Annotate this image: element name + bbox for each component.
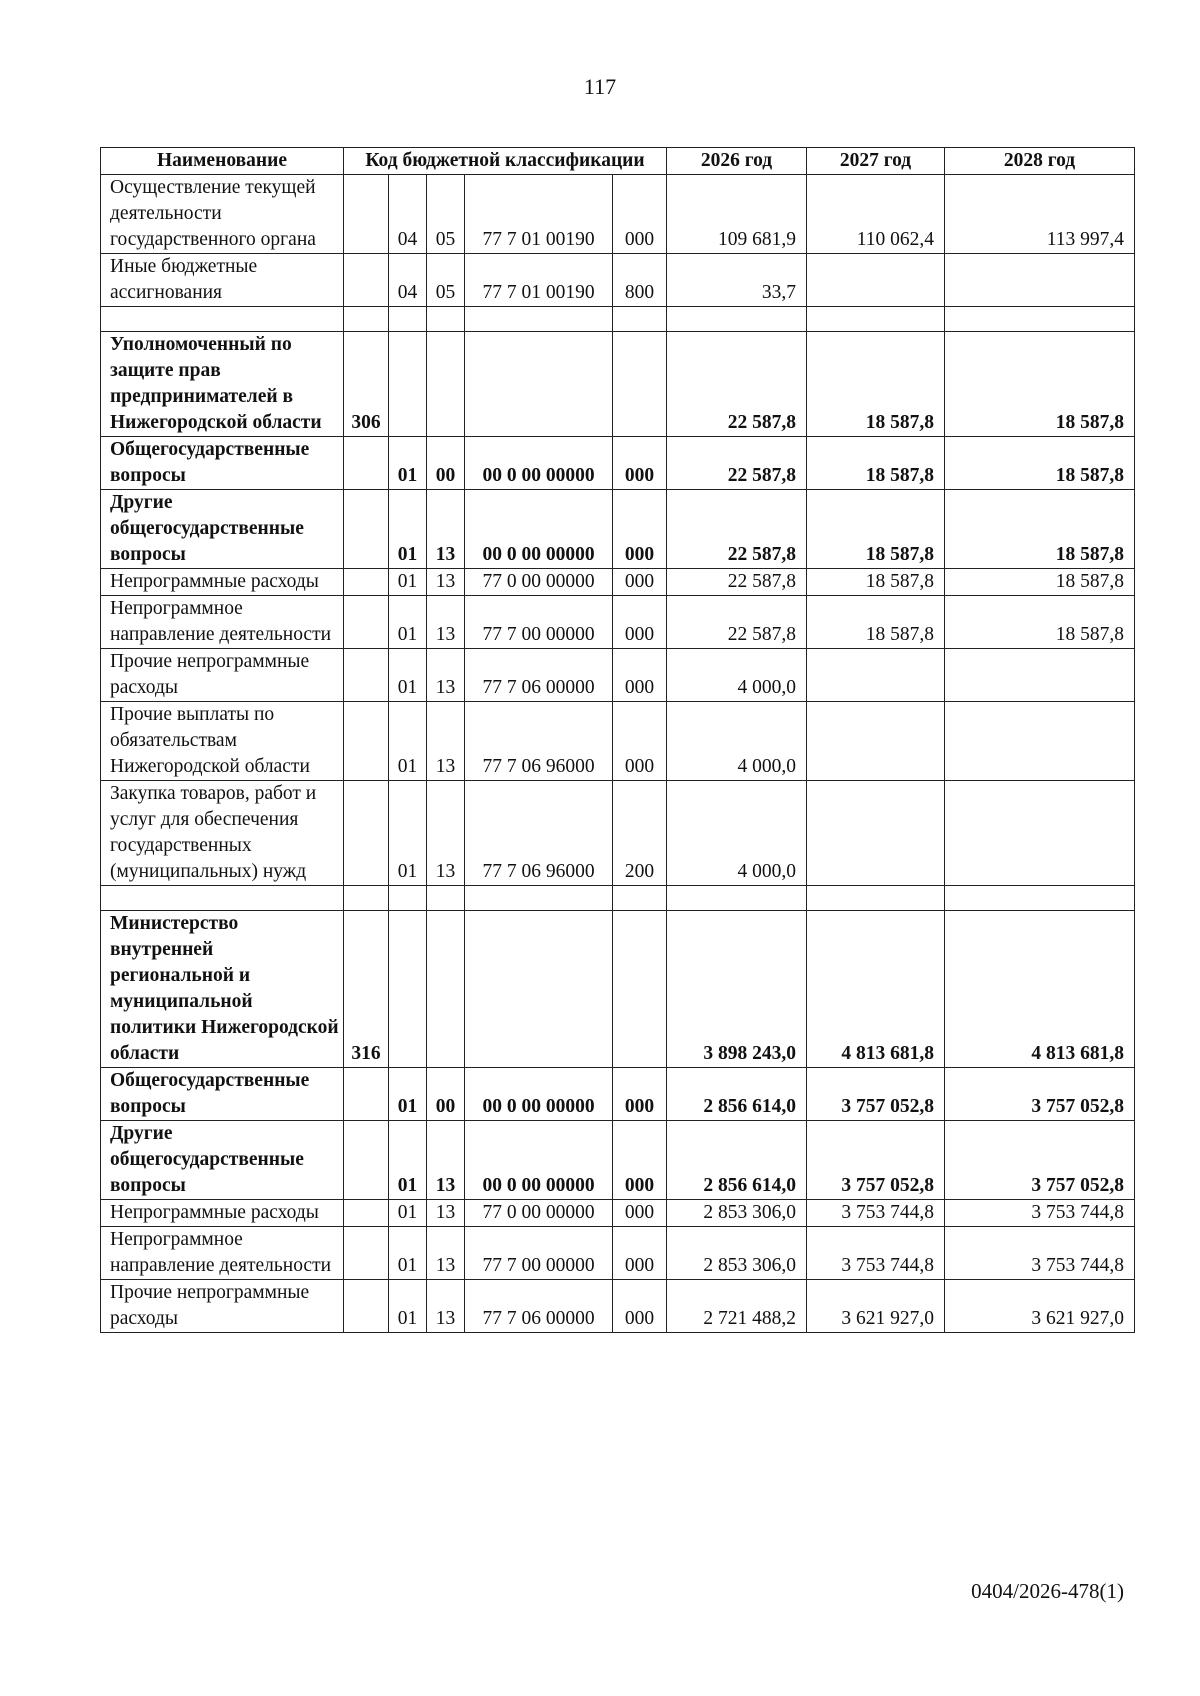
table-row — [101, 911, 1135, 1068]
cell-2028 — [945, 781, 1135, 886]
cell-section: 01 — [389, 596, 427, 649]
cell-2028 — [945, 254, 1135, 307]
header-2027: 2027 год — [807, 148, 945, 175]
cell-2028: 3 753 744,8 — [945, 1227, 1135, 1280]
cell-2027 — [807, 781, 945, 886]
cell-subsection — [427, 886, 465, 911]
cell-admin-code — [344, 1121, 389, 1200]
cell-subsection: 05 — [427, 254, 465, 307]
cell-admin-code — [344, 781, 389, 886]
cell-admin-code — [344, 307, 389, 332]
table-row — [101, 332, 1135, 437]
table-row — [101, 1227, 1135, 1280]
cell-section — [389, 307, 427, 332]
cell-admin-code — [344, 1068, 389, 1121]
table-row — [101, 781, 1135, 886]
cell-target-article: 77 7 01 00190 — [465, 175, 613, 254]
cell-subsection: 13 — [427, 596, 465, 649]
cell-name: Другие общегосударственные вопросы — [101, 490, 344, 569]
table-row — [101, 490, 1135, 569]
cell-name — [101, 307, 344, 332]
cell-admin-code — [344, 702, 389, 781]
cell-name: Прочие непрограммные расходы — [101, 1280, 344, 1333]
cell-target-article: 77 7 06 96000 — [465, 781, 613, 886]
cell-2028 — [945, 702, 1135, 781]
cell-section: 01 — [389, 1068, 427, 1121]
cell-2028: 113 997,4 — [945, 175, 1135, 254]
cell-expense-type — [613, 332, 667, 437]
cell-expense-type: 000 — [613, 596, 667, 649]
cell-target-article — [465, 307, 613, 332]
cell-admin-code — [344, 437, 389, 490]
cell-2026: 33,7 — [667, 254, 807, 307]
cell-target-article: 77 7 06 00000 — [465, 649, 613, 702]
cell-2028 — [945, 886, 1135, 911]
cell-subsection — [427, 332, 465, 437]
cell-admin-code — [344, 175, 389, 254]
cell-section: 01 — [389, 490, 427, 569]
cell-2028 — [945, 649, 1135, 702]
table-row — [101, 569, 1135, 596]
cell-name: Министерство внутренней региональной и муниципальной политики Нижегородской области — [101, 911, 344, 1068]
cell-admin-code — [344, 254, 389, 307]
cell-subsection: 05 — [427, 175, 465, 254]
cell-target-article — [465, 332, 613, 437]
cell-2026: 22 587,8 — [667, 437, 807, 490]
cell-section: 01 — [389, 649, 427, 702]
cell-expense-type: 000 — [613, 490, 667, 569]
table-row — [101, 1200, 1135, 1227]
cell-name: Непрограммное направление деятельности — [101, 1227, 344, 1280]
cell-2028: 3 757 052,8 — [945, 1121, 1135, 1200]
cell-2028: 18 587,8 — [945, 596, 1135, 649]
cell-expense-type: 000 — [613, 1200, 667, 1227]
cell-2026: 2 853 306,0 — [667, 1227, 807, 1280]
cell-expense-type: 000 — [613, 1280, 667, 1333]
cell-2026: 22 587,8 — [667, 332, 807, 437]
table-row — [101, 702, 1135, 781]
table-body — [101, 175, 1135, 1333]
cell-name: Осуществление текущей деятельности государственного органа — [101, 175, 344, 254]
cell-2027 — [807, 649, 945, 702]
table-row — [101, 1121, 1135, 1200]
header-name: Наименование — [101, 148, 344, 175]
cell-target-article: 77 7 06 96000 — [465, 702, 613, 781]
cell-2027: 110 062,4 — [807, 175, 945, 254]
cell-section: 01 — [389, 702, 427, 781]
cell-subsection: 13 — [427, 649, 465, 702]
cell-2026: 2 721 488,2 — [667, 1280, 807, 1333]
cell-2026 — [667, 886, 807, 911]
cell-2028: 3 757 052,8 — [945, 1068, 1135, 1121]
cell-expense-type — [613, 911, 667, 1068]
table-spacer-row — [101, 307, 1135, 332]
cell-section: 04 — [389, 254, 427, 307]
cell-2028: 3 753 744,8 — [945, 1200, 1135, 1227]
cell-expense-type — [613, 886, 667, 911]
cell-subsection: 13 — [427, 490, 465, 569]
table-row — [101, 649, 1135, 702]
cell-2026: 2 856 614,0 — [667, 1121, 807, 1200]
table-row — [101, 254, 1135, 307]
cell-2027: 18 587,8 — [807, 490, 945, 569]
table-row — [101, 596, 1135, 649]
cell-section: 01 — [389, 1200, 427, 1227]
cell-2027 — [807, 702, 945, 781]
cell-2026: 4 000,0 — [667, 781, 807, 886]
cell-section: 01 — [389, 569, 427, 596]
table-header-row — [101, 148, 1135, 175]
cell-target-article: 00 0 00 00000 — [465, 1068, 613, 1121]
cell-2028: 18 587,8 — [945, 332, 1135, 437]
cell-2026: 22 587,8 — [667, 490, 807, 569]
cell-expense-type — [613, 307, 667, 332]
budget-table-container — [100, 147, 1135, 1333]
cell-name — [101, 886, 344, 911]
cell-expense-type: 000 — [613, 437, 667, 490]
cell-section: 04 — [389, 175, 427, 254]
cell-expense-type: 000 — [613, 649, 667, 702]
cell-2028: 18 587,8 — [945, 490, 1135, 569]
cell-name: Непрограммное направление деятельности — [101, 596, 344, 649]
cell-2027: 18 587,8 — [807, 596, 945, 649]
cell-2027: 3 757 052,8 — [807, 1121, 945, 1200]
cell-name: Закупка товаров, работ и услуг для обеспечения государственных (муниципальных) нужд — [101, 781, 344, 886]
cell-name: Непрограммные расходы — [101, 569, 344, 596]
cell-2027: 3 753 744,8 — [807, 1200, 945, 1227]
cell-section: 01 — [389, 1227, 427, 1280]
cell-section: 01 — [389, 437, 427, 490]
cell-2026: 3 898 243,0 — [667, 911, 807, 1068]
cell-admin-code — [344, 1227, 389, 1280]
cell-2028 — [945, 307, 1135, 332]
cell-expense-type: 000 — [613, 175, 667, 254]
cell-section — [389, 332, 427, 437]
cell-target-article: 77 7 01 00190 — [465, 254, 613, 307]
cell-target-article: 77 7 00 00000 — [465, 1227, 613, 1280]
cell-2027: 18 587,8 — [807, 332, 945, 437]
cell-2026: 4 000,0 — [667, 649, 807, 702]
cell-2026: 22 587,8 — [667, 569, 807, 596]
cell-2027: 18 587,8 — [807, 437, 945, 490]
cell-admin-code: 316 — [344, 911, 389, 1068]
cell-target-article: 77 0 00 00000 — [465, 569, 613, 596]
cell-2028: 4 813 681,8 — [945, 911, 1135, 1068]
budget-table — [100, 147, 1135, 1333]
table-row — [101, 437, 1135, 490]
cell-section: 01 — [389, 1280, 427, 1333]
cell-subsection: 13 — [427, 1280, 465, 1333]
cell-2027: 4 813 681,8 — [807, 911, 945, 1068]
cell-subsection: 00 — [427, 1068, 465, 1121]
cell-admin-code — [344, 596, 389, 649]
cell-2027 — [807, 307, 945, 332]
cell-2026: 2 853 306,0 — [667, 1200, 807, 1227]
cell-subsection: 13 — [427, 702, 465, 781]
cell-2027: 3 621 927,0 — [807, 1280, 945, 1333]
table-row — [101, 1068, 1135, 1121]
cell-2026: 22 587,8 — [667, 596, 807, 649]
cell-name: Уполномоченный по защите прав предпринимателей в Нижегородской области — [101, 332, 344, 437]
cell-expense-type: 000 — [613, 702, 667, 781]
cell-2028: 3 621 927,0 — [945, 1280, 1135, 1333]
cell-2026: 2 856 614,0 — [667, 1068, 807, 1121]
cell-subsection: 13 — [427, 1200, 465, 1227]
cell-target-article: 00 0 00 00000 — [465, 1121, 613, 1200]
cell-expense-type: 800 — [613, 254, 667, 307]
cell-admin-code — [344, 649, 389, 702]
cell-2026: 4 000,0 — [667, 702, 807, 781]
cell-subsection: 00 — [427, 437, 465, 490]
cell-target-article — [465, 886, 613, 911]
cell-admin-code: 306 — [344, 332, 389, 437]
cell-section — [389, 886, 427, 911]
cell-name: Общегосударственные вопросы — [101, 1068, 344, 1121]
cell-admin-code — [344, 1200, 389, 1227]
cell-2027: 3 753 744,8 — [807, 1227, 945, 1280]
cell-subsection: 13 — [427, 1227, 465, 1280]
cell-subsection — [427, 911, 465, 1068]
cell-name: Прочие выплаты по обязательствам Нижегородской области — [101, 702, 344, 781]
cell-subsection: 13 — [427, 781, 465, 886]
cell-2027 — [807, 254, 945, 307]
cell-2028: 18 587,8 — [945, 437, 1135, 490]
cell-name: Непрограммные расходы — [101, 1200, 344, 1227]
cell-expense-type: 000 — [613, 1121, 667, 1200]
cell-name: Иные бюджетные ассигнования — [101, 254, 344, 307]
cell-2027: 18 587,8 — [807, 569, 945, 596]
cell-expense-type: 200 — [613, 781, 667, 886]
cell-section: 01 — [389, 1121, 427, 1200]
cell-2027 — [807, 886, 945, 911]
cell-target-article: 00 0 00 00000 — [465, 490, 613, 569]
cell-name: Прочие непрограммные расходы — [101, 649, 344, 702]
cell-target-article: 00 0 00 00000 — [465, 437, 613, 490]
cell-2027: 3 757 052,8 — [807, 1068, 945, 1121]
table-spacer-row — [101, 886, 1135, 911]
cell-expense-type: 000 — [613, 1227, 667, 1280]
cell-2028: 18 587,8 — [945, 569, 1135, 596]
cell-section — [389, 911, 427, 1068]
cell-target-article: 77 7 00 00000 — [465, 596, 613, 649]
cell-subsection: 13 — [427, 1121, 465, 1200]
header-code: Код бюджетной классификации — [344, 148, 667, 175]
cell-subsection — [427, 307, 465, 332]
cell-admin-code — [344, 490, 389, 569]
table-row — [101, 175, 1135, 254]
cell-expense-type: 000 — [613, 1068, 667, 1121]
cell-2026 — [667, 307, 807, 332]
cell-target-article — [465, 911, 613, 1068]
table-row — [101, 1280, 1135, 1333]
header-2028: 2028 год — [945, 148, 1135, 175]
cell-expense-type: 000 — [613, 569, 667, 596]
cell-name: Другие общегосударственные вопросы — [101, 1121, 344, 1200]
cell-admin-code — [344, 886, 389, 911]
document-number: 0404/2026-478(1) — [971, 1579, 1124, 1603]
cell-2026: 109 681,9 — [667, 175, 807, 254]
cell-name: Общегосударственные вопросы — [101, 437, 344, 490]
cell-target-article: 77 0 00 00000 — [465, 1200, 613, 1227]
cell-admin-code — [344, 569, 389, 596]
page-number: 117 — [583, 74, 617, 99]
cell-target-article: 77 7 06 00000 — [465, 1280, 613, 1333]
cell-section: 01 — [389, 781, 427, 886]
header-2026: 2026 год — [667, 148, 807, 175]
cell-admin-code — [344, 1280, 389, 1333]
cell-subsection: 13 — [427, 569, 465, 596]
